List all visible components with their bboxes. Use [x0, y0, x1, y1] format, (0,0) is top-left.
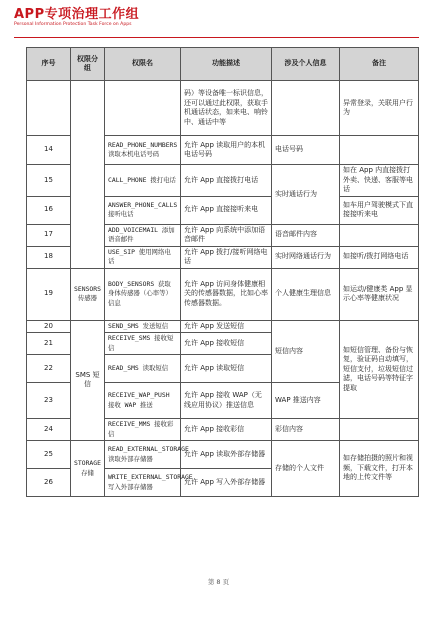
cell-number: 17: [27, 224, 71, 246]
cell-number: 21: [27, 333, 71, 355]
cell-permission: [105, 81, 181, 136]
cell-description: 码）等设备唯一标识信息，还可以通过此权限，获取手机通话状态，如来电、响铃中、通话中等: [181, 81, 272, 136]
col-header-description: 功能描述: [181, 48, 272, 81]
cell-personal-info: [272, 81, 340, 136]
cell-description: 允许 App 直接拨打电话: [181, 165, 272, 197]
cell-personal-info: 电话号码: [272, 136, 340, 165]
col-header-permission: 权限名: [105, 48, 181, 81]
cell-permission: SEND_SMS 发送短信: [105, 320, 181, 333]
cell-number: 22: [27, 355, 71, 383]
cell-permission: RECEIVE_MMS 接收彩信: [105, 419, 181, 441]
cell-note: [340, 136, 419, 165]
cell-number: 14: [27, 136, 71, 165]
cell-description: 允许 App 读取外部存储器: [181, 441, 272, 469]
table-header-row: [27, 48, 419, 81]
cell-note: 如运动/健康类 App 显示心率等健康状况: [340, 268, 419, 320]
header-divider: [14, 37, 419, 38]
cell-note: 如短信管理、备份与恢复，验证码自动填写，短信支付，垃圾短信过滤，电话号码等特征字提取: [340, 320, 419, 419]
cell-permission: RECEIVE_WAP_PUSH 接收 WAP 推送: [105, 383, 181, 419]
cell-description: 允许 App 写入外部存储器: [181, 469, 272, 497]
cell-description: 允许 App 发送短信: [181, 320, 272, 333]
cell-group: SENSORS 传感器: [71, 268, 105, 320]
cell-group: SMS 短信: [71, 320, 105, 441]
col-header-personal-info: 涉及个人信息: [272, 48, 340, 81]
cell-description: 允许 App 接收 WAP（无线应用协议）推送信息: [181, 383, 272, 419]
cell-permission: READ_EXTERNAL_STORAGE 读取外部存储器: [105, 441, 181, 469]
cell-permission: RECEIVE_SMS 接收短信: [105, 333, 181, 355]
cell-note: 异常登录，关联用户行为: [340, 81, 419, 136]
table-row: [27, 268, 419, 320]
cell-permission: BODY_SENSORS 获取身体传感器（心率等）信息: [105, 268, 181, 320]
cell-number: 20: [27, 320, 71, 333]
cell-personal-info: 短信内容: [272, 320, 340, 383]
cell-personal-info: 彩信内容: [272, 419, 340, 441]
cell-number: 24: [27, 419, 71, 441]
cell-permission: ADD_VOICEMAIL 添加语音邮件: [105, 224, 181, 246]
header: [14, 7, 139, 28]
logo-title: APP专项治理工作组: [14, 7, 140, 22]
cell-description: 允许 App 接收彩信: [181, 419, 272, 441]
cell-personal-info: 语音邮件内容: [272, 224, 340, 246]
cell-permission: USE_SIP 使用网络电话: [105, 246, 181, 268]
cell-number: 25: [27, 441, 71, 469]
cell-number: 19: [27, 268, 71, 320]
cell-personal-info: 实时网络通话行为: [272, 246, 340, 268]
cell-number: 26: [27, 469, 71, 497]
table-row: [27, 441, 419, 469]
table-row: [27, 320, 419, 333]
cell-note: 如存储拍摄的照片和视频，下载文件，打开本地的上传文件等: [340, 441, 419, 497]
cell-number: 15: [27, 165, 71, 197]
permissions-table: [26, 47, 419, 497]
cell-description: 允许 App 访问身体健康相关的传感器数据，比如心率传感器数据。: [181, 268, 272, 320]
cell-personal-info: 个人健康生理信息: [272, 268, 340, 320]
cell-note: [340, 419, 419, 441]
table-row: [27, 81, 419, 136]
cell-permission: CALL_PHONE 拨打电话: [105, 165, 181, 197]
cell-description: 允许 App 读取短信: [181, 355, 272, 383]
cell-permission: READ_PHONE_NUMBERS 读取本机电话号码: [105, 136, 181, 165]
cell-group: STORAGE 存储: [71, 441, 105, 497]
cell-description: 允许 App 向系统中添加语音邮件: [181, 224, 272, 246]
cell-number: 16: [27, 196, 71, 224]
cell-number: [27, 81, 71, 136]
cell-description: 允许 App 接收短信: [181, 333, 272, 355]
cell-note: 如接听/拨打网络电话: [340, 246, 419, 268]
col-header-number: 序号: [27, 48, 71, 81]
cell-personal-info: 实时通话行为: [272, 165, 340, 225]
cell-personal-info: WAP 推送内容: [272, 383, 340, 419]
cell-permission: WRITE_EXTERNAL_STORAGE 写入外部存储器: [105, 469, 181, 497]
cell-note: 如车用户驾驶模式下直接接听来电: [340, 196, 419, 224]
cell-number: 23: [27, 383, 71, 419]
col-header-note: 备注: [340, 48, 419, 81]
cell-note: [340, 224, 419, 246]
cell-group: [71, 81, 105, 269]
cell-description: 允许 App 拨打/接听网络电话: [181, 246, 272, 268]
cell-number: 18: [27, 246, 71, 268]
col-header-group: 权限分组: [71, 48, 105, 81]
cell-personal-info: 存储的个人文件: [272, 441, 340, 497]
cell-note: 如在 App 内直接拨打外卖、快递、客服等电话: [340, 165, 419, 197]
cell-description: 允许 App 读取用户的本机电话号码: [181, 136, 272, 165]
cell-permission: ANSWER_PHONE_CALLS 接听电话: [105, 196, 181, 224]
logo-subtitle: Personal Information Protection Task Force on Apps: [14, 22, 132, 27]
cell-permission: READ_SMS 读取短信: [105, 355, 181, 383]
page-number: 第 8 页: [207, 578, 230, 586]
cell-description: 允许 App 直接接听来电: [181, 196, 272, 224]
